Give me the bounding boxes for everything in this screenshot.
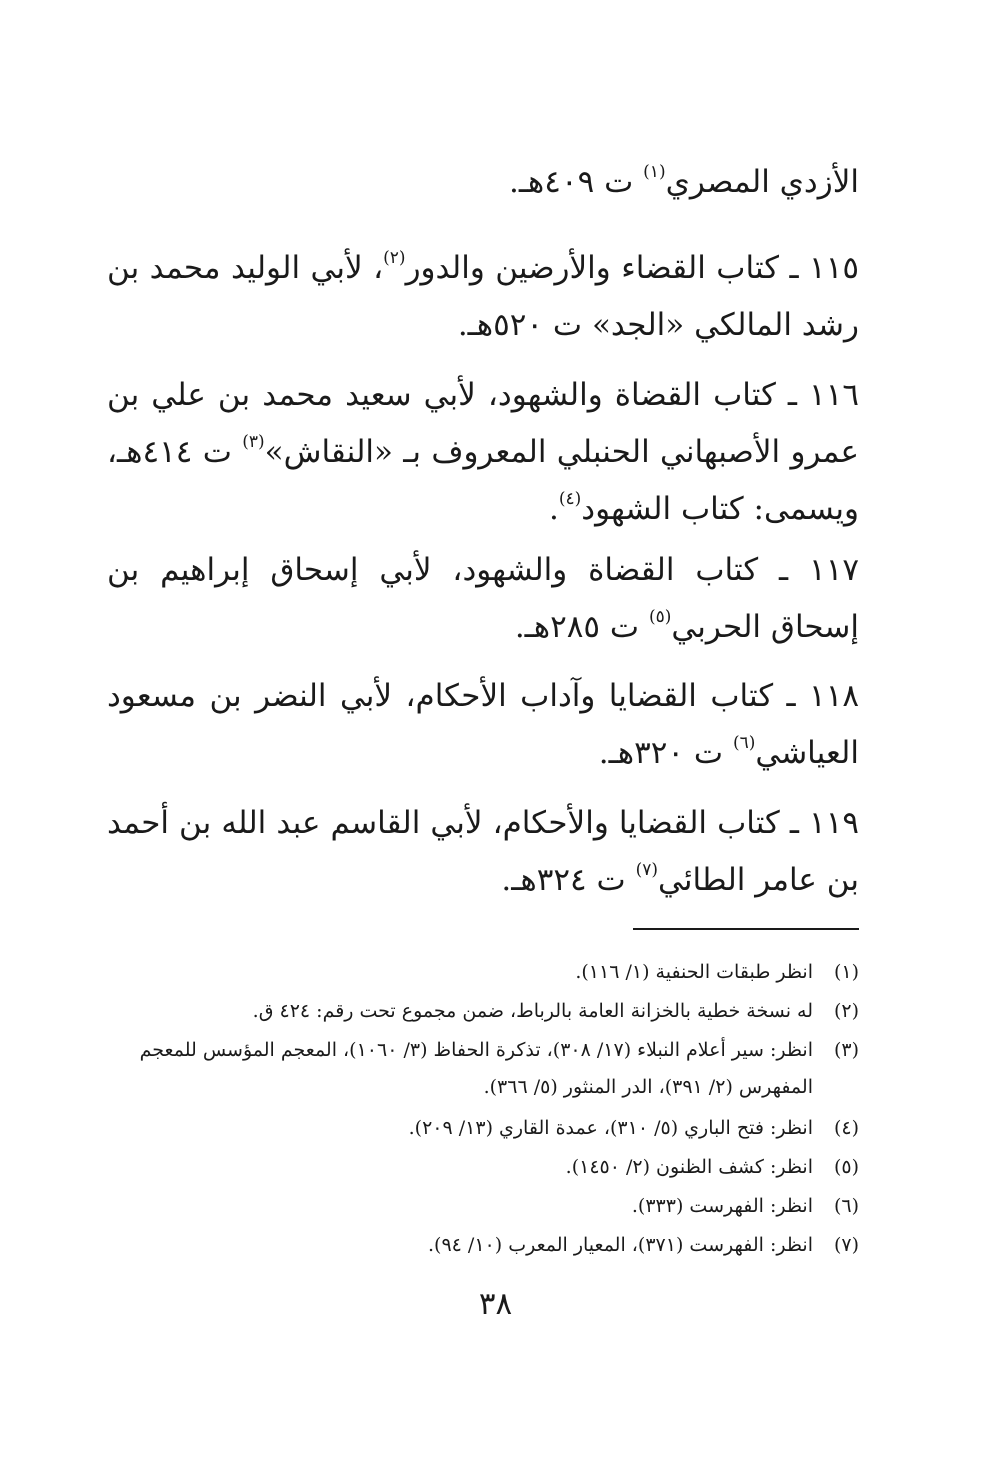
footnote-item (99, 1227, 859, 1264)
entry-text: . (548, 491, 559, 527)
footnote-text: انظر: الفهرست (٣٧١)، المعيار المعرب (١٠/ ٩٤). (428, 1234, 813, 1256)
entry-text: ١١٦ ـ كتاب القضاة والشهود، لأبي سعيد محمد بن علي بن عمرو الأصبهاني الحنبلي المعروف بـ «النقاش» (107, 377, 859, 470)
entry-119 (107, 795, 859, 909)
entry-text: ت ٣٢٠هـ. (598, 735, 733, 771)
footnote-separator (633, 928, 859, 930)
footnote-ref: (٤) (558, 489, 582, 509)
footnote-ref: (٧) (635, 860, 658, 880)
footnote-ref: (٣) (242, 432, 265, 452)
footnote-item (99, 993, 859, 1030)
footnote-ref: (٦) (732, 733, 756, 753)
entry-117 (107, 542, 859, 656)
footnote-text: انظر: الفهرست (٣٣٣). (631, 1195, 813, 1217)
entry-text: ١١٨ ـ كتاب القضايا وآداب الأحكام، لأبي النضر بن مسعود العياشي (107, 678, 859, 771)
footnote-item (99, 954, 859, 991)
footnote-number: (٦) (833, 1195, 859, 1217)
page-number: ٣٨ (478, 1286, 513, 1322)
footnote-number: (٣) (833, 1039, 859, 1061)
entry-text: ت ٣٢٤هـ. (501, 862, 636, 898)
footnote-number: (١) (833, 961, 859, 983)
footnote-text: انظر طبقات الحنفية (١/ ١١٦). (575, 961, 813, 983)
footnote-text: له نسخة خطية بالخزانة العامة بالرباط، ضمن مجموع تحت رقم: ٤٢٤ ق. (252, 1000, 813, 1022)
entry-continuation (107, 154, 859, 211)
entry-text: ١١٧ ـ كتاب القضاة والشهود، لأبي إسحاق إبراهيم بن إسحاق الحربي (107, 552, 859, 645)
entry-text: ١١٥ ـ كتاب القضاء والأرضين والدور (405, 250, 859, 286)
footnote-number: (٤) (833, 1117, 859, 1139)
footnote-item (99, 1110, 859, 1147)
footnote-item (99, 1032, 859, 1106)
footnote-ref: (٢) (383, 248, 406, 268)
footnote-ref: (٥) (648, 607, 672, 627)
footnote-number: (٥) (833, 1156, 859, 1178)
entry-text: ، لأبي الوليد محمد بن رشد المالكي «الجد» ت ٥٢٠هـ. (107, 250, 859, 343)
footnote-text: انظر: سير أعلام النبلاء (١٧/ ٣٠٨)، تذكرة الحفاظ (٣/ ١٠٦٠)، المعجم المؤسس للمعجم المفهرس (٢/ ٣٩١)، الدر المنثور (٥/ ٣٦٦). (139, 1039, 813, 1098)
footnote-number: (٧) (833, 1234, 859, 1256)
entry-118 (107, 668, 859, 782)
footnote-item (99, 1188, 859, 1225)
footnote-ref: (١) (643, 162, 666, 182)
footnote-item (99, 1149, 859, 1186)
entry-text: ت ٤١٤هـ، ويسمى: كتاب الشهود (107, 434, 859, 527)
entry-text: ١١٩ ـ كتاب القضايا والأحكام، لأبي القاسم عبد الله بن أحمد بن عامر الطائي (107, 805, 859, 898)
footnote-text: انظر: فتح الباري (٥/ ٣١٠)، عمدة القاري (١٣/ ٢٠٩). (408, 1117, 813, 1139)
entry-text: ت ٤٠٩هـ. (509, 164, 644, 200)
footnote-number: (٢) (833, 1000, 859, 1022)
entry-116 (107, 367, 859, 538)
footnote-text: انظر: كشف الظنون (٢/ ١٤٥٠). (565, 1156, 813, 1178)
entry-115 (107, 240, 859, 354)
entry-text: ت ٢٨٥هـ. (514, 609, 649, 645)
entry-text: الأزدي المصري (665, 164, 859, 200)
